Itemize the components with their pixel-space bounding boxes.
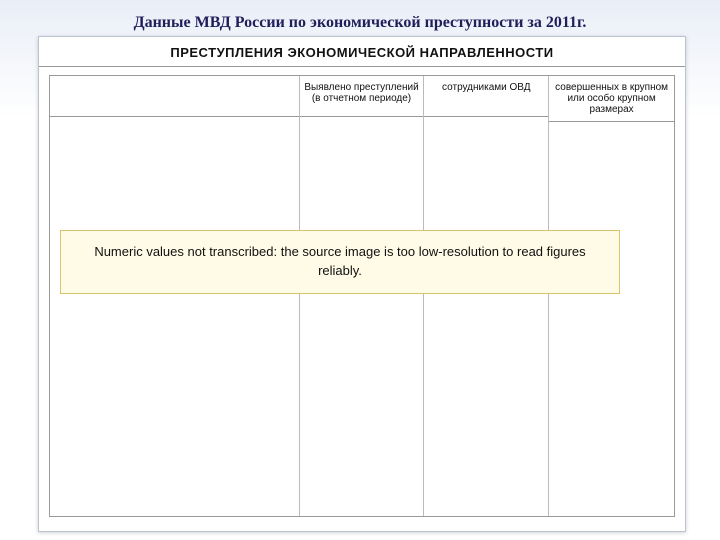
column-header: совершенных в крупном или особо крупном размерах xyxy=(549,76,674,122)
column-large-scale xyxy=(549,76,674,516)
column-ovd xyxy=(424,76,549,516)
table-heading: ПРЕСТУПЛЕНИЯ ЭКОНОМИЧЕСКОЙ НАПРАВЛЕННОСТИ xyxy=(39,37,685,67)
slide-title: Данные МВД России по экономической преступности за 2011г. xyxy=(133,14,587,31)
column-header: сотрудниками ОВД xyxy=(424,76,548,117)
column-header: Выявлено преступлений (в отчетном периоде) xyxy=(300,76,424,117)
column-total xyxy=(300,76,425,516)
table-frame xyxy=(49,75,675,517)
column-header xyxy=(50,76,299,117)
transcription-notice: Numeric values not transcribed: the source image is too low-resolution to read figures reliably. xyxy=(60,230,620,294)
column-labels xyxy=(50,76,300,516)
